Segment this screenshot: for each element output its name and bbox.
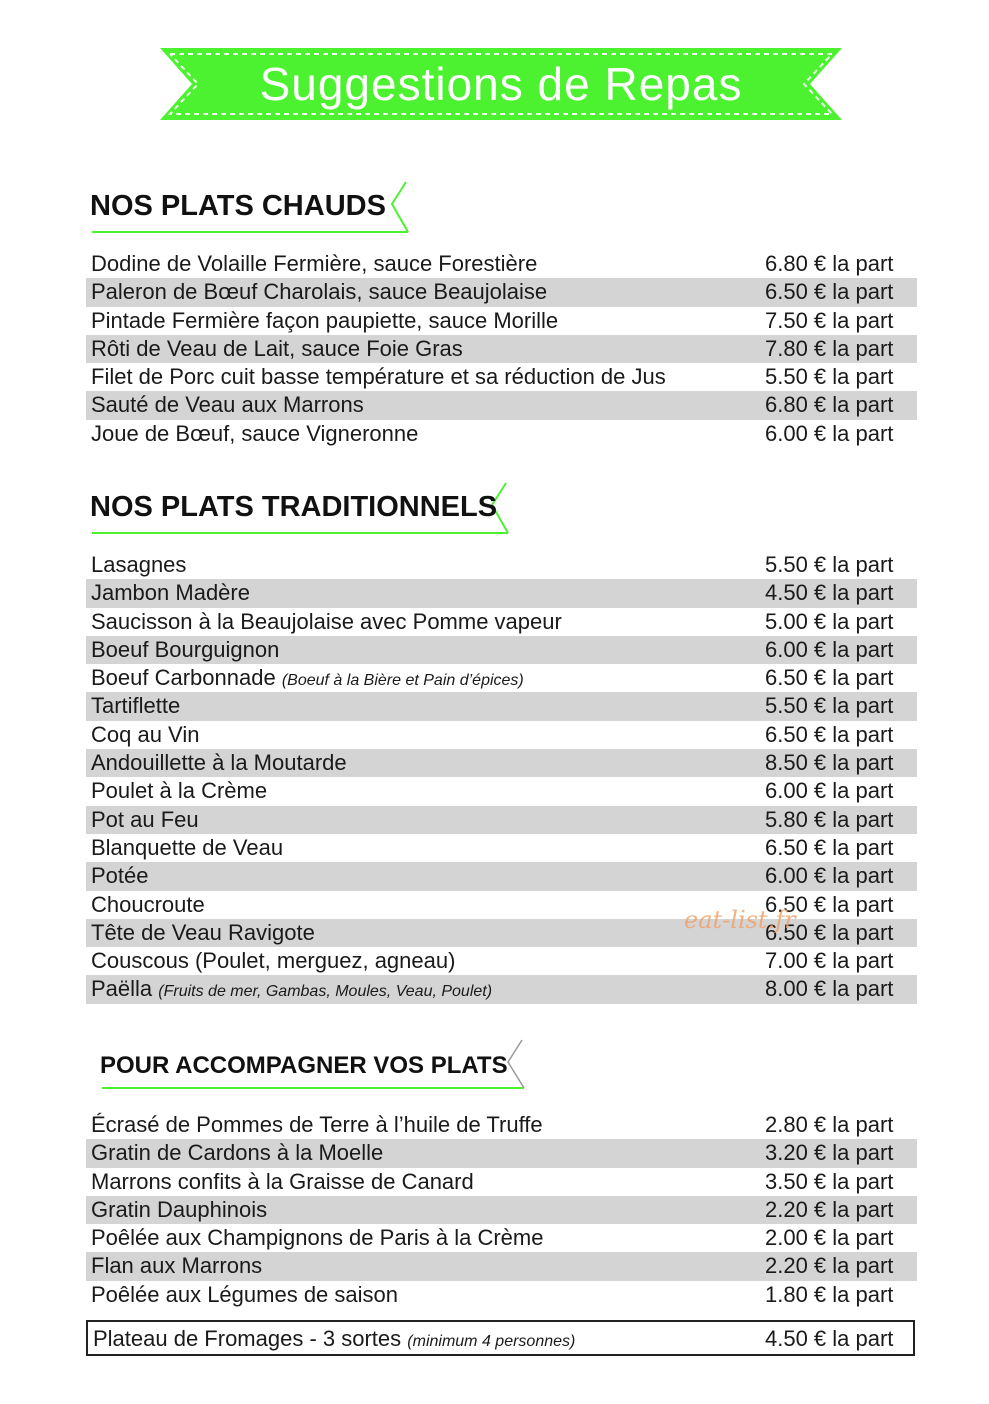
cheese-platter-row (86, 1320, 915, 1356)
item-price: 2.20 € la part (765, 1253, 894, 1279)
item-price: 6.50 € la part (765, 665, 894, 691)
item-label: Coq au Vin (91, 721, 200, 747)
item-name (91, 335, 463, 363)
item-label: Saucisson à la Beaujolaise avec Pomme vapeur (91, 608, 562, 634)
section-title: POUR ACCOMPAGNER VOS PLATS (100, 1052, 508, 1079)
menu-list-accompagnements (86, 1111, 917, 1309)
menu-item-row (86, 1139, 917, 1167)
item-price: 6.50 € la part (765, 891, 894, 917)
page-title: Suggestions de Repas (259, 58, 743, 110)
item-label: Boeuf Carbonnade (91, 665, 276, 691)
item-price: 6.80 € la part (765, 392, 894, 418)
item-label: Paleron de Bœuf Charolais, sauce Beaujolaise (91, 279, 548, 305)
section-header-plats-traditionnels (90, 481, 520, 541)
item-label: Jambon Madère (91, 580, 250, 606)
item-name (91, 806, 199, 834)
item-price: 8.00 € la part (765, 976, 894, 1002)
item-name (91, 278, 547, 306)
menu-item-row (86, 1252, 917, 1280)
item-name (91, 608, 562, 636)
item-price: 7.50 € la part (765, 307, 894, 333)
item-label: Choucroute (91, 891, 205, 917)
item-price: 5.00 € la part (765, 608, 894, 634)
item-price: 3.50 € la part (765, 1168, 894, 1194)
item-name (91, 919, 315, 947)
item-name (91, 777, 267, 805)
item-price: 6.80 € la part (765, 251, 894, 276)
page-banner (160, 48, 842, 120)
cheese-price: 4.50 € la part (765, 1326, 894, 1351)
item-price: 3.20 € la part (765, 1140, 894, 1166)
menu-item-row (86, 834, 917, 862)
item-label: Andouillette à la Moutarde (91, 750, 347, 776)
item-name (91, 1111, 543, 1139)
watermark: eat-list.fr (684, 906, 796, 934)
item-label: Tartiflette (91, 693, 181, 719)
item-name (91, 1168, 474, 1196)
menu-item-row (86, 1196, 917, 1224)
item-price: 7.80 € la part (765, 335, 894, 361)
item-price: 6.50 € la part (765, 721, 894, 747)
item-label: Pintade Fermière façon paupiette, sauce Morille (91, 307, 559, 333)
item-label: Sauté de Veau aux Marrons (91, 392, 364, 418)
item-label: Gratin Dauphinois (91, 1196, 268, 1222)
item-label: Pot au Feu (91, 806, 199, 832)
item-price: 2.00 € la part (765, 1225, 894, 1251)
item-price: 6.00 € la part (765, 778, 894, 804)
item-price: 6.50 € la part (765, 279, 894, 305)
item-name (91, 579, 250, 607)
item-label: Filet de Porc cuit basse température et sa réduction de Jus (91, 364, 666, 390)
item-name (91, 1139, 383, 1167)
item-price: 5.80 € la part (765, 806, 894, 832)
item-label: Écrasé de Pommes de Terre à l’huile de Truffe (91, 1112, 543, 1137)
item-price: 5.50 € la part (765, 552, 894, 577)
item-name (91, 975, 492, 1006)
menu-item-row (86, 579, 917, 607)
item-price: 2.80 € la part (765, 1112, 894, 1137)
menu-item-row (86, 1281, 917, 1309)
item-label: Blanquette de Veau (91, 834, 284, 860)
item-price: 5.50 € la part (765, 364, 894, 390)
menu-item-row (86, 335, 917, 363)
menu-item-row (86, 363, 917, 391)
item-label: Lasagnes (91, 552, 187, 577)
item-name (91, 721, 199, 749)
menu-item-row (86, 391, 917, 419)
item-name (91, 692, 180, 720)
menu-item-row (86, 1168, 917, 1196)
item-name (91, 862, 149, 890)
menu-item-row (86, 551, 917, 579)
item-name (91, 307, 558, 335)
section-title: NOS PLATS TRADITIONNELS (90, 491, 498, 523)
item-price: 6.00 € la part (765, 636, 894, 662)
menu-item-row (86, 278, 917, 306)
item-note: (Fruits de mer, Gambas, Moules, Veau, Poulet) (158, 983, 493, 1001)
menu-item-row (86, 692, 917, 720)
item-name (93, 1322, 575, 1359)
item-price: 6.00 € la part (765, 420, 894, 446)
cheese-note: (minimum 4 personnes) (407, 1333, 576, 1350)
menu-item-row (86, 664, 917, 692)
item-price: 5.50 € la part (765, 693, 894, 719)
item-name (91, 891, 205, 919)
item-name (91, 1281, 398, 1309)
item-name (91, 250, 537, 278)
item-price: 6.50 € la part (765, 919, 894, 945)
menu-item-row (86, 947, 917, 975)
section-header-accompagnements (100, 1040, 530, 1100)
item-name (91, 420, 418, 448)
menu-item-row (86, 250, 917, 278)
menu-item-row (86, 806, 917, 834)
item-name (91, 391, 364, 419)
item-label: Dodine de Volaille Fermière, sauce Forestière (91, 251, 538, 276)
item-name (91, 1196, 267, 1224)
item-note: (Boeuf à la Bière et Pain d’épices) (281, 672, 524, 690)
item-label: Marrons confits à la Graisse de Canard (91, 1168, 474, 1194)
menu-item-row (86, 749, 917, 777)
item-label: Flan aux Marrons (91, 1253, 263, 1279)
menu-item-row (86, 420, 917, 448)
menu-item-row (86, 1224, 917, 1252)
section-title: NOS PLATS CHAUDS (90, 190, 386, 222)
item-label: Poêlée aux Légumes de saison (91, 1281, 398, 1307)
item-price: 1.80 € la part (765, 1281, 894, 1307)
item-price: 4.50 € la part (765, 580, 894, 606)
item-price: 6.00 € la part (765, 863, 894, 889)
item-name (91, 664, 524, 695)
item-name (91, 363, 666, 391)
item-label: Poêlée aux Champignons de Paris à la Crème (91, 1225, 544, 1251)
item-label: Gratin de Cardons à la Moelle (91, 1140, 384, 1166)
section-header-plats-chauds (90, 180, 420, 240)
item-price: 8.50 € la part (765, 750, 894, 776)
menu-item-row (86, 1111, 917, 1139)
menu-item-row (86, 975, 917, 1003)
menu-item-row (86, 721, 917, 749)
menu-item-row (86, 636, 917, 664)
item-name (91, 1224, 543, 1252)
item-label: Rôti de Veau de Lait, sauce Foie Gras (91, 335, 463, 361)
item-name (91, 947, 455, 975)
item-price: 6.50 € la part (765, 834, 894, 860)
menu-list-plats-chauds (86, 250, 917, 448)
menu-item-row (86, 777, 917, 805)
item-label: Joue de Bœuf, sauce Vigneronne (91, 420, 419, 446)
item-name (91, 636, 279, 664)
menu-item-row (86, 307, 917, 335)
menu-item-row (86, 608, 917, 636)
menu-list-plats-traditionnels (86, 551, 917, 1004)
item-label: Couscous (Poulet, merguez, agneau) (91, 948, 456, 974)
menu-item-row (86, 862, 917, 890)
item-price: 2.20 € la part (765, 1196, 894, 1222)
item-name (91, 834, 283, 862)
item-label: Poulet à la Crème (91, 778, 268, 804)
item-name (91, 1252, 262, 1280)
item-name (91, 749, 347, 777)
cheese-name: Plateau de Fromages - 3 sortes (93, 1326, 402, 1351)
item-label: Boeuf Bourguignon (91, 636, 280, 662)
item-name (91, 551, 186, 579)
item-label: Potée (91, 863, 149, 889)
item-label: Paëlla (91, 976, 153, 1002)
item-price: 7.00 € la part (765, 948, 894, 974)
item-label: Tête de Veau Ravigote (91, 919, 315, 945)
